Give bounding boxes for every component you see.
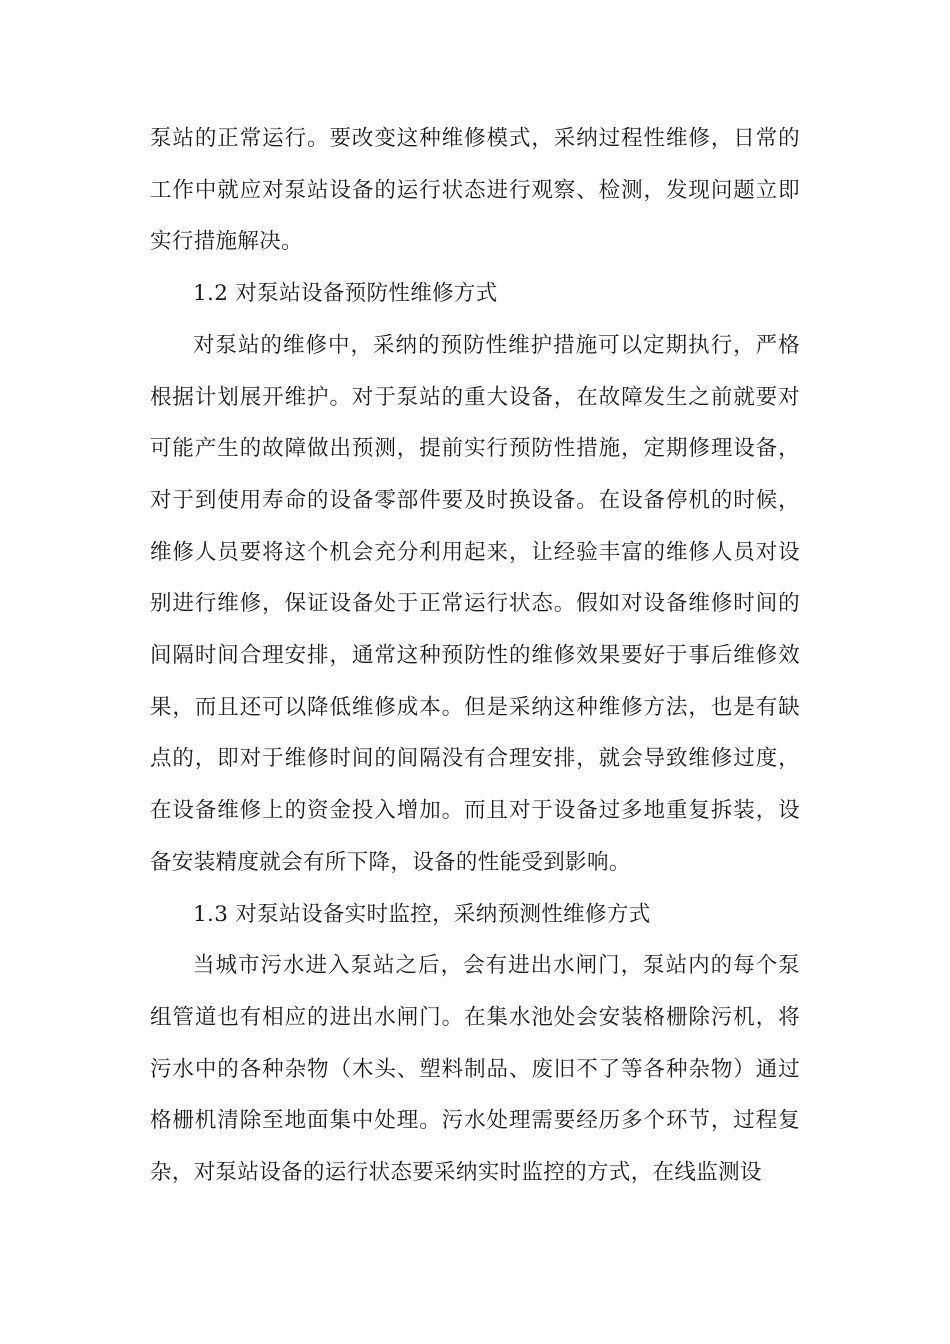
document-body xyxy=(150,113,800,1199)
paragraph-preventive-maintenance: 对泵站的维修中，采纳的预防性维护措施可以定期执行，严格根据计划展开维护。对于泵站的重大设备，在故障发生之前就要对可能产生的故障做出预测，提前实行预防性措施，定期修理设备，对于到使用寿命的设备零部件要及时换设备。在设备停机的时候，维修人员要将这个机会充分利用起来，让经验丰富的维修人员对设别进行维修，保证设备处于正常运行状态。假如对设备维修时间的间隔时间合理安排，通常这种预防性的维修效果要好于事后维修效果，而且还可以降低维修成本。但是采纳这种维修方法，也是有缺点的，即对于维修时间的间隔没有合理安排，就会导致维修过度，在设备维修上的资金投入增加。而且对于设备过多地重复拆装，设备安装精度就会有所下降，设备的性能受到影响。 xyxy=(150,332,800,875)
section-heading-1-2: 1.2 对泵站设备预防性维修方式 xyxy=(193,281,498,307)
section-heading-1-3: 1.3 对泵站设备实时监控，采纳预测性维修方式 xyxy=(193,901,651,927)
paragraph-realtime-monitoring: 当城市污水进入泵站之后，会有进出水闸门，泵站内的每个泵组管道也有相应的进出水闸门。在集水池处会安装格栅除污机，将污水中的各种杂物（木头、塑料制品、废旧不了等各种杂物）通过格栅机清除至地面集中处理。污水处理需要经历多个环节，过程复杂，对泵站设备的运行状态要采纳实时监控的方式，在线监测设 xyxy=(150,953,800,1186)
paragraph-continuation: 泵站的正常运行。要改变这种维修模式，采纳过程性维修，日常的工作中就应对泵站设备的运行状态进行观察、检测，发现问题立即实行措施解决。 xyxy=(150,126,800,255)
